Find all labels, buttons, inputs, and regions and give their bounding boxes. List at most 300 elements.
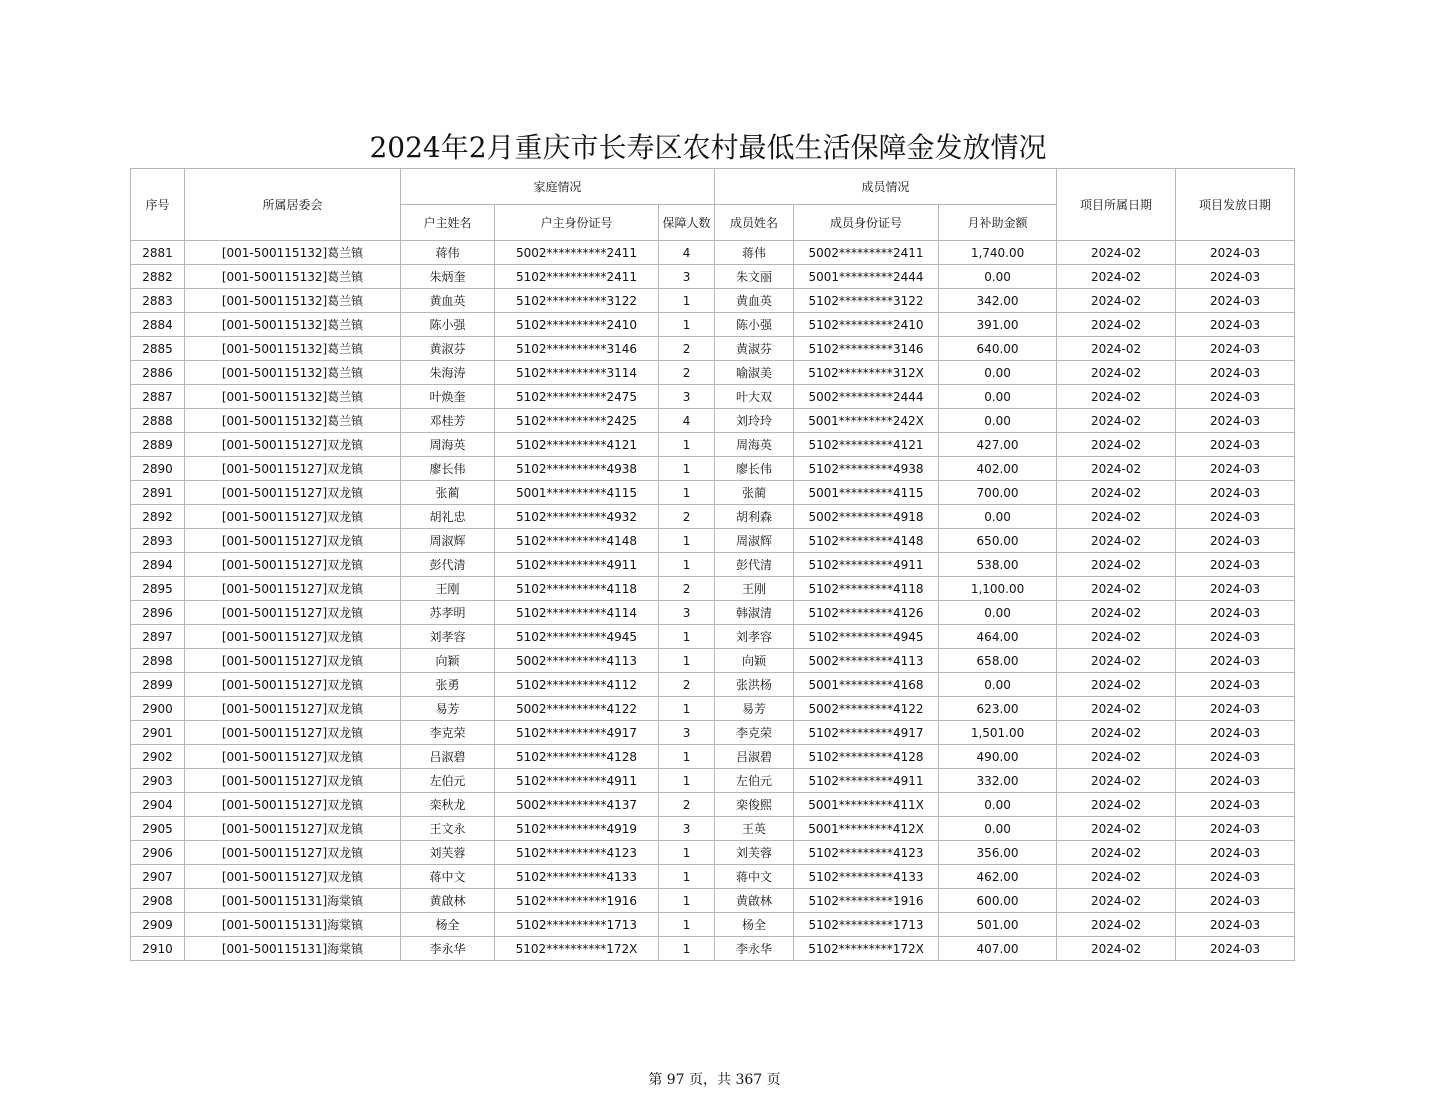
table-row — [131, 313, 1295, 337]
covered-count-cell: 1 — [659, 625, 715, 649]
monthly-amount-cell: 0.00 — [939, 409, 1057, 433]
header-head-name: 户主姓名 — [401, 205, 495, 241]
covered-count-cell: 1 — [659, 889, 715, 913]
issue-date-cell: 2024-03 — [1176, 913, 1295, 937]
committee-cell: [001-500115127]双龙镇 — [185, 649, 401, 673]
project-date-cell: 2024-02 — [1057, 625, 1176, 649]
header-seq: 序号 — [131, 169, 185, 241]
seq-cell: 2886 — [131, 361, 185, 385]
project-date-cell: 2024-02 — [1057, 889, 1176, 913]
member-name-cell: 韩淑清 — [715, 601, 794, 625]
table-body — [131, 241, 1295, 961]
member-name-cell: 向颖 — [715, 649, 794, 673]
committee-cell: [001-500115127]双龙镇 — [185, 769, 401, 793]
seq-cell: 2888 — [131, 409, 185, 433]
member-name-cell: 王英 — [715, 817, 794, 841]
head-name-cell: 易芳 — [401, 697, 495, 721]
project-date-cell: 2024-02 — [1057, 601, 1176, 625]
covered-count-cell: 1 — [659, 745, 715, 769]
covered-count-cell: 1 — [659, 841, 715, 865]
seq-cell: 2890 — [131, 457, 185, 481]
monthly-amount-cell: 658.00 — [939, 649, 1057, 673]
seq-cell: 2889 — [131, 433, 185, 457]
seq-cell: 2884 — [131, 313, 185, 337]
seq-cell: 2896 — [131, 601, 185, 625]
head-id-cell: 5102**********2475 — [495, 385, 659, 409]
committee-cell: [001-500115127]双龙镇 — [185, 433, 401, 457]
monthly-amount-cell: 0.00 — [939, 817, 1057, 841]
table-row — [131, 529, 1295, 553]
seq-cell: 2905 — [131, 817, 185, 841]
issue-date-cell: 2024-03 — [1176, 697, 1295, 721]
monthly-amount-cell: 462.00 — [939, 865, 1057, 889]
committee-cell: [001-500115132]葛兰镇 — [185, 385, 401, 409]
project-date-cell: 2024-02 — [1057, 865, 1176, 889]
member-id-cell: 5001*********411X — [794, 793, 939, 817]
issue-date-cell: 2024-03 — [1176, 793, 1295, 817]
covered-count-cell: 3 — [659, 601, 715, 625]
member-id-cell: 5102*********2410 — [794, 313, 939, 337]
project-date-cell: 2024-02 — [1057, 409, 1176, 433]
member-name-cell: 周淑辉 — [715, 529, 794, 553]
head-name-cell: 朱海涛 — [401, 361, 495, 385]
committee-cell: [001-500115127]双龙镇 — [185, 721, 401, 745]
project-date-cell: 2024-02 — [1057, 361, 1176, 385]
seq-cell: 2899 — [131, 673, 185, 697]
member-id-cell: 5102*********4911 — [794, 769, 939, 793]
covered-count-cell: 1 — [659, 481, 715, 505]
seq-cell: 2909 — [131, 913, 185, 937]
monthly-amount-cell: 0.00 — [939, 673, 1057, 697]
monthly-amount-cell: 1,100.00 — [939, 577, 1057, 601]
seq-cell: 2906 — [131, 841, 185, 865]
member-name-cell: 蒋中文 — [715, 865, 794, 889]
head-id-cell: 5102**********3146 — [495, 337, 659, 361]
member-id-cell: 5102*********4128 — [794, 745, 939, 769]
issue-date-cell: 2024-03 — [1176, 553, 1295, 577]
covered-count-cell: 2 — [659, 793, 715, 817]
table-row — [131, 553, 1295, 577]
monthly-amount-cell: 0.00 — [939, 793, 1057, 817]
member-name-cell: 张蔺 — [715, 481, 794, 505]
project-date-cell: 2024-02 — [1057, 313, 1176, 337]
member-name-cell: 杨全 — [715, 913, 794, 937]
seq-cell: 2887 — [131, 385, 185, 409]
monthly-amount-cell: 407.00 — [939, 937, 1057, 961]
covered-count-cell: 1 — [659, 433, 715, 457]
head-name-cell: 朱炳奎 — [401, 265, 495, 289]
issue-date-cell: 2024-03 — [1176, 817, 1295, 841]
project-date-cell: 2024-02 — [1057, 529, 1176, 553]
page-number: 第 97 页，共 367 页 — [648, 1072, 781, 1088]
member-id-cell: 5002*********2444 — [794, 385, 939, 409]
committee-cell: [001-500115127]双龙镇 — [185, 481, 401, 505]
seq-cell: 2882 — [131, 265, 185, 289]
table-row — [131, 601, 1295, 625]
project-date-cell: 2024-02 — [1057, 481, 1176, 505]
member-name-cell: 吕淑碧 — [715, 745, 794, 769]
committee-cell: [001-500115127]双龙镇 — [185, 697, 401, 721]
table-row — [131, 745, 1295, 769]
monthly-amount-cell: 501.00 — [939, 913, 1057, 937]
committee-cell: [001-500115132]葛兰镇 — [185, 289, 401, 313]
project-date-cell: 2024-02 — [1057, 289, 1176, 313]
committee-cell: [001-500115132]葛兰镇 — [185, 313, 401, 337]
seq-cell: 2910 — [131, 937, 185, 961]
issue-date-cell: 2024-03 — [1176, 841, 1295, 865]
member-name-cell: 刘芙蓉 — [715, 841, 794, 865]
relief-table — [130, 168, 1295, 961]
head-name-cell: 向颖 — [401, 649, 495, 673]
covered-count-cell: 1 — [659, 289, 715, 313]
member-id-cell: 5102*********3122 — [794, 289, 939, 313]
head-id-cell: 5102**********4911 — [495, 553, 659, 577]
table-row — [131, 241, 1295, 265]
head-name-cell: 王刚 — [401, 577, 495, 601]
issue-date-cell: 2024-03 — [1176, 649, 1295, 673]
member-name-cell: 左伯元 — [715, 769, 794, 793]
issue-date-cell: 2024-03 — [1176, 937, 1295, 961]
project-date-cell: 2024-02 — [1057, 817, 1176, 841]
head-id-cell: 5102**********4118 — [495, 577, 659, 601]
issue-date-cell: 2024-03 — [1176, 409, 1295, 433]
monthly-amount-cell: 650.00 — [939, 529, 1057, 553]
header-monthly-amount: 月补助金额 — [939, 205, 1057, 241]
project-date-cell: 2024-02 — [1057, 673, 1176, 697]
issue-date-cell: 2024-03 — [1176, 865, 1295, 889]
covered-count-cell: 1 — [659, 553, 715, 577]
monthly-amount-cell: 1,501.00 — [939, 721, 1057, 745]
covered-count-cell: 1 — [659, 769, 715, 793]
project-date-cell: 2024-02 — [1057, 793, 1176, 817]
head-name-cell: 黄啟林 — [401, 889, 495, 913]
committee-cell: [001-500115132]葛兰镇 — [185, 409, 401, 433]
member-id-cell: 5001*********242X — [794, 409, 939, 433]
monthly-amount-cell: 0.00 — [939, 265, 1057, 289]
monthly-amount-cell: 427.00 — [939, 433, 1057, 457]
monthly-amount-cell: 391.00 — [939, 313, 1057, 337]
committee-cell: [001-500115132]葛兰镇 — [185, 361, 401, 385]
project-date-cell: 2024-02 — [1057, 385, 1176, 409]
committee-cell: [001-500115132]葛兰镇 — [185, 337, 401, 361]
header-member-name: 成员姓名 — [715, 205, 794, 241]
monthly-amount-cell: 464.00 — [939, 625, 1057, 649]
covered-count-cell: 2 — [659, 361, 715, 385]
head-id-cell: 5102**********4938 — [495, 457, 659, 481]
issue-date-cell: 2024-03 — [1176, 889, 1295, 913]
header-member-id: 成员身份证号 — [794, 205, 939, 241]
committee-cell: [001-500115131]海棠镇 — [185, 913, 401, 937]
issue-date-cell: 2024-03 — [1176, 769, 1295, 793]
member-name-cell: 彭代清 — [715, 553, 794, 577]
issue-date-cell: 2024-03 — [1176, 433, 1295, 457]
member-name-cell: 黄淑芬 — [715, 337, 794, 361]
member-id-cell: 5002*********4113 — [794, 649, 939, 673]
head-name-cell: 蒋伟 — [401, 241, 495, 265]
committee-cell: [001-500115127]双龙镇 — [185, 625, 401, 649]
seq-cell: 2885 — [131, 337, 185, 361]
monthly-amount-cell: 623.00 — [939, 697, 1057, 721]
member-name-cell: 王刚 — [715, 577, 794, 601]
issue-date-cell: 2024-03 — [1176, 481, 1295, 505]
monthly-amount-cell: 538.00 — [939, 553, 1057, 577]
member-id-cell: 5001*********4168 — [794, 673, 939, 697]
member-name-cell: 胡利森 — [715, 505, 794, 529]
page-title: 2024年2月重庆市长寿区农村最低生活保障金发放情况 — [369, 131, 1047, 164]
covered-count-cell: 3 — [659, 721, 715, 745]
head-name-cell: 廖长伟 — [401, 457, 495, 481]
covered-count-cell: 1 — [659, 457, 715, 481]
head-name-cell: 王文永 — [401, 817, 495, 841]
head-id-cell: 5102**********4945 — [495, 625, 659, 649]
head-name-cell: 张蔺 — [401, 481, 495, 505]
member-name-cell: 陈小强 — [715, 313, 794, 337]
member-id-cell: 5102*********172X — [794, 937, 939, 961]
head-name-cell: 栾秋龙 — [401, 793, 495, 817]
covered-count-cell: 1 — [659, 697, 715, 721]
monthly-amount-cell: 0.00 — [939, 505, 1057, 529]
member-name-cell: 朱文丽 — [715, 265, 794, 289]
head-name-cell: 彭代清 — [401, 553, 495, 577]
head-id-cell: 5102**********4932 — [495, 505, 659, 529]
project-date-cell: 2024-02 — [1057, 241, 1176, 265]
committee-cell: [001-500115127]双龙镇 — [185, 577, 401, 601]
head-name-cell: 苏孝明 — [401, 601, 495, 625]
table-row — [131, 289, 1295, 313]
table-row — [131, 817, 1295, 841]
committee-cell: [001-500115127]双龙镇 — [185, 841, 401, 865]
head-name-cell: 杨全 — [401, 913, 495, 937]
committee-cell: [001-500115131]海棠镇 — [185, 937, 401, 961]
issue-date-cell: 2024-03 — [1176, 673, 1295, 697]
covered-count-cell: 2 — [659, 337, 715, 361]
head-name-cell: 张勇 — [401, 673, 495, 697]
member-name-cell: 刘孝容 — [715, 625, 794, 649]
head-id-cell: 5102**********1713 — [495, 913, 659, 937]
committee-cell: [001-500115127]双龙镇 — [185, 793, 401, 817]
member-id-cell: 5102*********4118 — [794, 577, 939, 601]
header-project-date: 项目所属日期 — [1057, 169, 1176, 241]
project-date-cell: 2024-02 — [1057, 457, 1176, 481]
head-id-cell: 5002**********4137 — [495, 793, 659, 817]
head-name-cell: 邓桂芳 — [401, 409, 495, 433]
issue-date-cell: 2024-03 — [1176, 337, 1295, 361]
seq-cell: 2907 — [131, 865, 185, 889]
issue-date-cell: 2024-03 — [1176, 289, 1295, 313]
monthly-amount-cell: 402.00 — [939, 457, 1057, 481]
member-id-cell: 5102*********4945 — [794, 625, 939, 649]
head-name-cell: 李克荣 — [401, 721, 495, 745]
table-row — [131, 889, 1295, 913]
member-name-cell: 李克荣 — [715, 721, 794, 745]
monthly-amount-cell: 342.00 — [939, 289, 1057, 313]
member-id-cell: 5102*********4126 — [794, 601, 939, 625]
project-date-cell: 2024-02 — [1057, 769, 1176, 793]
covered-count-cell: 3 — [659, 385, 715, 409]
member-id-cell: 5102*********4121 — [794, 433, 939, 457]
seq-cell: 2903 — [131, 769, 185, 793]
covered-count-cell: 4 — [659, 241, 715, 265]
monthly-amount-cell: 356.00 — [939, 841, 1057, 865]
member-name-cell: 刘玲玲 — [715, 409, 794, 433]
member-id-cell: 5102*********312X — [794, 361, 939, 385]
member-id-cell: 5102*********4123 — [794, 841, 939, 865]
member-name-cell: 李永华 — [715, 937, 794, 961]
table-row — [131, 913, 1295, 937]
issue-date-cell: 2024-03 — [1176, 457, 1295, 481]
issue-date-cell: 2024-03 — [1176, 529, 1295, 553]
covered-count-cell: 2 — [659, 577, 715, 601]
head-name-cell: 左伯元 — [401, 769, 495, 793]
head-name-cell: 周海英 — [401, 433, 495, 457]
project-date-cell: 2024-02 — [1057, 721, 1176, 745]
committee-cell: [001-500115132]葛兰镇 — [185, 241, 401, 265]
head-name-cell: 蒋中文 — [401, 865, 495, 889]
head-id-cell: 5102**********4919 — [495, 817, 659, 841]
head-id-cell: 5102**********4917 — [495, 721, 659, 745]
committee-cell: [001-500115127]双龙镇 — [185, 817, 401, 841]
member-id-cell: 5102*********4917 — [794, 721, 939, 745]
member-name-cell: 黄啟林 — [715, 889, 794, 913]
head-id-cell: 5102**********2410 — [495, 313, 659, 337]
covered-count-cell: 3 — [659, 817, 715, 841]
head-id-cell: 5002**********2411 — [495, 241, 659, 265]
header-issue-date: 项目发放日期 — [1176, 169, 1295, 241]
head-id-cell: 5002**********4122 — [495, 697, 659, 721]
member-name-cell: 张洪杨 — [715, 673, 794, 697]
committee-cell: [001-500115127]双龙镇 — [185, 505, 401, 529]
project-date-cell: 2024-02 — [1057, 913, 1176, 937]
seq-cell: 2900 — [131, 697, 185, 721]
issue-date-cell: 2024-03 — [1176, 745, 1295, 769]
table-row — [131, 457, 1295, 481]
project-date-cell: 2024-02 — [1057, 505, 1176, 529]
member-name-cell: 周海英 — [715, 433, 794, 457]
issue-date-cell: 2024-03 — [1176, 577, 1295, 601]
head-name-cell: 周淑辉 — [401, 529, 495, 553]
committee-cell: [001-500115127]双龙镇 — [185, 457, 401, 481]
monthly-amount-cell: 640.00 — [939, 337, 1057, 361]
monthly-amount-cell: 0.00 — [939, 361, 1057, 385]
seq-cell: 2892 — [131, 505, 185, 529]
table-row — [131, 361, 1295, 385]
monthly-amount-cell: 332.00 — [939, 769, 1057, 793]
project-date-cell: 2024-02 — [1057, 337, 1176, 361]
member-id-cell: 5102*********4148 — [794, 529, 939, 553]
covered-count-cell: 1 — [659, 649, 715, 673]
covered-count-cell: 4 — [659, 409, 715, 433]
member-name-cell: 蒋伟 — [715, 241, 794, 265]
covered-count-cell: 2 — [659, 673, 715, 697]
table-row — [131, 625, 1295, 649]
header-head-id: 户主身份证号 — [495, 205, 659, 241]
head-id-cell: 5102**********4112 — [495, 673, 659, 697]
seq-cell: 2893 — [131, 529, 185, 553]
head-id-cell: 5102**********2411 — [495, 265, 659, 289]
covered-count-cell: 1 — [659, 913, 715, 937]
head-id-cell: 5102**********4133 — [495, 865, 659, 889]
head-id-cell: 5102**********4114 — [495, 601, 659, 625]
project-date-cell: 2024-02 — [1057, 577, 1176, 601]
head-id-cell: 5102**********4911 — [495, 769, 659, 793]
head-name-cell: 吕淑碧 — [401, 745, 495, 769]
table-row — [131, 793, 1295, 817]
member-name-cell: 喻淑美 — [715, 361, 794, 385]
committee-cell: [001-500115127]双龙镇 — [185, 529, 401, 553]
table-row — [131, 337, 1295, 361]
head-name-cell: 黄淑芬 — [401, 337, 495, 361]
issue-date-cell: 2024-03 — [1176, 313, 1295, 337]
member-id-cell: 5102*********4911 — [794, 553, 939, 577]
head-id-cell: 5102**********172X — [495, 937, 659, 961]
seq-cell: 2904 — [131, 793, 185, 817]
committee-cell: [001-500115132]葛兰镇 — [185, 265, 401, 289]
project-date-cell: 2024-02 — [1057, 697, 1176, 721]
member-id-cell: 5001*********412X — [794, 817, 939, 841]
committee-cell: [001-500115127]双龙镇 — [185, 553, 401, 577]
project-date-cell: 2024-02 — [1057, 937, 1176, 961]
project-date-cell: 2024-02 — [1057, 433, 1176, 457]
head-id-cell: 5102**********3122 — [495, 289, 659, 313]
issue-date-cell: 2024-03 — [1176, 721, 1295, 745]
table-row — [131, 769, 1295, 793]
seq-cell: 2901 — [131, 721, 185, 745]
seq-cell: 2894 — [131, 553, 185, 577]
table-row — [131, 697, 1295, 721]
seq-cell: 2895 — [131, 577, 185, 601]
member-id-cell: 5001*********2444 — [794, 265, 939, 289]
monthly-amount-cell: 600.00 — [939, 889, 1057, 913]
monthly-amount-cell: 0.00 — [939, 601, 1057, 625]
member-id-cell: 5102*********1916 — [794, 889, 939, 913]
member-id-cell: 5102*********4133 — [794, 865, 939, 889]
table-row — [131, 721, 1295, 745]
issue-date-cell: 2024-03 — [1176, 361, 1295, 385]
seq-cell: 2908 — [131, 889, 185, 913]
table-row — [131, 649, 1295, 673]
committee-cell: [001-500115127]双龙镇 — [185, 745, 401, 769]
issue-date-cell: 2024-03 — [1176, 385, 1295, 409]
monthly-amount-cell: 1,740.00 — [939, 241, 1057, 265]
head-id-cell: 5102**********4148 — [495, 529, 659, 553]
issue-date-cell: 2024-03 — [1176, 601, 1295, 625]
covered-count-cell: 1 — [659, 313, 715, 337]
table-row — [131, 841, 1295, 865]
header-member-group: 成员情况 — [715, 169, 1057, 205]
issue-date-cell: 2024-03 — [1176, 625, 1295, 649]
member-name-cell: 叶大双 — [715, 385, 794, 409]
project-date-cell: 2024-02 — [1057, 553, 1176, 577]
table-row — [131, 865, 1295, 889]
member-name-cell: 易芳 — [715, 697, 794, 721]
head-id-cell: 5002**********4113 — [495, 649, 659, 673]
covered-count-cell: 2 — [659, 505, 715, 529]
seq-cell: 2898 — [131, 649, 185, 673]
seq-cell: 2883 — [131, 289, 185, 313]
member-id-cell: 5001*********4115 — [794, 481, 939, 505]
member-id-cell: 5002*********2411 — [794, 241, 939, 265]
table-row — [131, 265, 1295, 289]
head-name-cell: 刘芙蓉 — [401, 841, 495, 865]
seq-cell: 2881 — [131, 241, 185, 265]
issue-date-cell: 2024-03 — [1176, 505, 1295, 529]
member-id-cell: 5102*********3146 — [794, 337, 939, 361]
table-row — [131, 385, 1295, 409]
table-row — [131, 505, 1295, 529]
seq-cell: 2897 — [131, 625, 185, 649]
head-id-cell: 5102**********3114 — [495, 361, 659, 385]
head-name-cell: 刘孝容 — [401, 625, 495, 649]
